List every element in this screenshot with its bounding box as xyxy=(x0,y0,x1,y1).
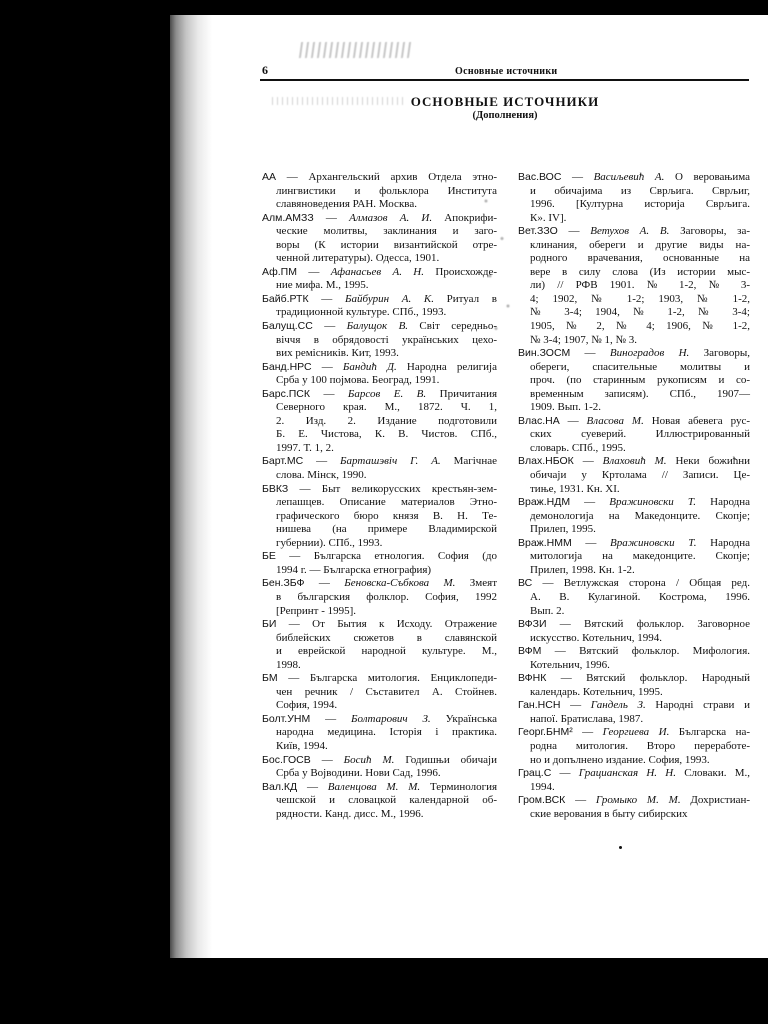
entry-line: Котельнич, 1996. xyxy=(530,658,610,671)
entry-abbreviation: ВФНК xyxy=(518,672,547,685)
entry-author: Болтарович З. xyxy=(350,712,431,725)
entry-line: 1909. Вып. 1-2. xyxy=(530,401,602,414)
entry-author: Вражиновски Т. xyxy=(610,536,697,549)
entry-line: А. В. Кулагиной. Кострома, 1996. xyxy=(530,590,750,603)
entry-author: Вражиновски Т. xyxy=(609,496,697,509)
entry-line xyxy=(262,320,497,334)
entry-line: 1996. [Културна историја Сврљига. xyxy=(530,198,750,211)
bibliography-entry xyxy=(518,672,750,699)
entry-dash: — xyxy=(572,171,583,183)
entry-text: Неки божићни xyxy=(675,455,751,468)
entry-text: Българска митология. Енциклопеди- xyxy=(309,672,498,685)
entry-author: Власова М. xyxy=(586,414,644,427)
entry-text: Словаки. М., xyxy=(684,767,750,780)
entry-line: календарь. Котельнич, 1995. xyxy=(530,685,663,698)
entry-line xyxy=(262,550,497,564)
entry-line xyxy=(262,171,497,185)
entry-abbreviation: Гром.ВСК xyxy=(518,794,566,807)
entry-line: и еврейской народной культуре. М., xyxy=(276,645,497,658)
entry-text: Происхожде- xyxy=(435,265,498,278)
entry-author: Громыко М. М. xyxy=(595,794,681,807)
entry-abbreviation: Барт.МС xyxy=(262,455,304,468)
entry-line xyxy=(262,293,497,307)
entry-author: Балущок В. xyxy=(346,320,409,333)
entry-line: графического бюро князя В. Н. Те- xyxy=(276,509,497,522)
entry-text: Годишњи обичаји xyxy=(405,753,498,766)
entry-dash: — xyxy=(316,455,328,468)
entry-line: проч. (по старинным рукописям и со- xyxy=(530,374,750,387)
entry-abbreviation: Враж.НДМ xyxy=(518,496,571,509)
entry-line xyxy=(518,726,750,740)
entry-author: Виноградов Н. xyxy=(609,347,690,360)
entry-dash: — xyxy=(575,794,587,807)
entry-abbreviation: Вет.ЗЗО xyxy=(518,225,558,238)
entry-line: віччя в обрядовості українських цехо- xyxy=(276,333,497,346)
entry-author: Георгиева И. xyxy=(602,726,670,739)
entry-dash: — xyxy=(567,414,579,427)
entry-line: славяноведения РАН. Москва. xyxy=(276,198,417,211)
entry-line xyxy=(262,361,497,375)
entry-text: Світ середньо- xyxy=(419,320,497,333)
entry-author: Барсов Е. В. xyxy=(347,387,427,400)
entry-dash: — xyxy=(542,577,554,590)
entry-line: чешской и словацкой календарной об- xyxy=(276,794,497,807)
entry-abbreviation: Ган.НСН xyxy=(518,699,561,712)
entry-line xyxy=(262,388,497,402)
entry-line: 4; 1902, № 1-2; 1903, № 1-2, xyxy=(530,292,750,305)
entry-line: традиционной культуре. СПб., 1993. xyxy=(276,306,447,319)
entry-line xyxy=(518,577,750,591)
bibliography-entry xyxy=(262,293,497,320)
entry-text: Новая абевега рус- xyxy=(651,414,750,427)
entry-text: О веровањима xyxy=(674,171,751,183)
entry-line xyxy=(518,171,750,185)
entry-dash: — xyxy=(582,726,594,739)
bibliography-entry xyxy=(518,794,750,821)
entry-abbreviation: Вал.КД xyxy=(262,780,298,793)
entry-abbreviation: Банд.НРС xyxy=(262,360,312,373)
entry-line: К». IV]. xyxy=(530,211,567,224)
entry-line: [Репринт - 1995]. xyxy=(276,604,357,617)
entry-line xyxy=(262,713,497,727)
entry-line: напої. Братислава, 1987. xyxy=(530,712,644,725)
entry-line: слова. Мінск, 1990. xyxy=(276,469,367,482)
entry-line xyxy=(518,699,750,713)
entry-line: и обичајима из Сврљига. Сврљиг, xyxy=(530,184,750,197)
entry-line xyxy=(262,483,497,497)
entry-line: София, 1994. xyxy=(276,699,338,712)
entry-line: губернии). СПб., 1993. xyxy=(276,536,383,549)
entry-abbreviation: Алм.АМЗЗ xyxy=(262,211,314,224)
entry-dash: — xyxy=(560,672,572,685)
bibliography-entry xyxy=(262,483,497,551)
bibliography-entry xyxy=(518,767,750,794)
entry-abbreviation: БВКЗ xyxy=(262,482,289,495)
bibliography-entry xyxy=(518,347,750,415)
entry-line: но и допълнено издание. София, 1993. xyxy=(530,753,710,766)
entry-abbreviation: Балущ.СС xyxy=(262,320,313,333)
entry-author: Гандель З. xyxy=(590,699,646,712)
entry-author: Босић М. xyxy=(343,753,395,766)
entry-line: Прилеп, 1995. xyxy=(530,523,596,536)
entry-text: Българска етнология. София (до xyxy=(313,550,497,563)
entry-text: Магічнае xyxy=(453,455,497,468)
entry-dash: — xyxy=(325,211,337,224)
bibliography-entry xyxy=(262,550,497,577)
entry-line: ческие молитвы, заклинания и заго- xyxy=(276,225,497,238)
entry-dash: — xyxy=(559,767,571,780)
entry-abbreviation: Барс.ПСК xyxy=(262,387,310,400)
entry-text: Народна xyxy=(710,536,751,549)
entry-dash: — xyxy=(584,347,596,360)
entry-dash: — xyxy=(288,618,300,631)
bibliography-entry xyxy=(518,225,750,347)
entry-line: Срба у Војводини. Нови Сад, 1996. xyxy=(276,767,441,780)
page-number: 6 xyxy=(262,63,268,77)
bibliography-entry xyxy=(262,212,497,266)
entry-dash: — xyxy=(318,577,330,590)
entry-line: ские верования в быту сибирских xyxy=(530,807,688,820)
bibliography-entry xyxy=(518,577,750,618)
entry-line: обереги, спасительные молитвы и xyxy=(530,360,750,373)
entry-line xyxy=(518,225,750,239)
entry-dash: — xyxy=(321,753,333,766)
bibliography-entry xyxy=(262,455,497,482)
entry-text: Народна религија xyxy=(406,360,497,373)
scan-speck xyxy=(619,846,622,849)
entry-line: лингвистики и фольклора Института xyxy=(276,184,497,197)
entry-author: Алмазов А. И. xyxy=(349,211,433,224)
bibliography-entry xyxy=(518,645,750,672)
entry-line xyxy=(262,781,497,795)
entry-line xyxy=(518,645,750,659)
bibliography-entry xyxy=(262,320,497,361)
entry-line: 1997. Т. 1, 2. xyxy=(276,441,334,454)
entry-line: ли) // РФВ 1901. № 1-2, № 3- xyxy=(530,279,750,292)
entry-line: демонологија на Македонците. Скопје; xyxy=(530,509,750,522)
entry-text: Ветлужская сторона / Общая ред. xyxy=(563,577,751,590)
entry-line: тиње, 1931. Кн. XI. xyxy=(530,482,620,495)
entry-line: № 3-4; 1907, № 1, № 3. xyxy=(530,333,637,346)
entry-line: 1994. xyxy=(530,780,555,793)
entry-line xyxy=(262,577,497,591)
entry-abbreviation: Влах.НБОК xyxy=(518,455,574,468)
entry-dash: — xyxy=(324,320,336,333)
entry-dash: — xyxy=(321,292,333,305)
entry-line xyxy=(518,415,750,429)
entry-dash: — xyxy=(554,645,566,658)
entry-line: 2. Изд. 2. Издание подготовили xyxy=(276,414,497,427)
entry-line: ченной литературы). Одесса, 1901. xyxy=(276,252,440,265)
bibliography-entry xyxy=(518,415,750,456)
entry-line xyxy=(262,266,497,280)
bibliography-entry xyxy=(262,713,497,754)
entry-dash: — xyxy=(306,780,318,793)
column-left xyxy=(262,171,497,821)
entry-dash: — xyxy=(582,455,594,468)
entry-text: Народні страви и xyxy=(655,699,750,712)
entry-line xyxy=(262,618,497,632)
entry-line xyxy=(518,794,750,808)
entry-abbreviation: Враж.НММ xyxy=(518,536,572,549)
running-head: Основные источники xyxy=(455,66,558,77)
entry-line: Київ, 1994. xyxy=(276,739,328,752)
header-rule xyxy=(260,79,749,81)
entry-text: Вятский фольклор. Народный xyxy=(586,672,751,685)
entry-author: Ветухов А. В. xyxy=(590,225,670,238)
entry-line: № 3-4; 1904, № 1-2, № 3-4; xyxy=(530,306,750,319)
entry-text: От Бытия к Исходу. Отражение xyxy=(312,618,497,631)
entry-text: Українська xyxy=(445,712,498,725)
bibliography-entry xyxy=(262,781,497,822)
entry-line: родного врачевания, основанные на xyxy=(530,252,750,265)
bibliography-entry xyxy=(518,171,750,225)
bibliography-entry xyxy=(262,361,497,388)
entry-abbreviation: ВФЗИ xyxy=(518,618,547,631)
entry-line xyxy=(518,672,750,686)
entry-abbreviation: Аф.ПМ xyxy=(262,265,297,278)
bibliography-entry xyxy=(518,699,750,726)
bibliography-entry xyxy=(518,726,750,767)
entry-abbreviation: Бен.ЗБФ xyxy=(262,577,305,590)
entry-abbreviation: Грац.С xyxy=(518,767,552,780)
entry-dash: — xyxy=(585,536,597,549)
entry-line: Северного края. М., 1872. Ч. 1, xyxy=(276,401,497,414)
entry-line: митологија на македонците. Скопје; xyxy=(530,550,750,563)
bibliography-entry xyxy=(518,537,750,578)
entry-dash: — xyxy=(323,387,335,400)
entry-abbreviation: ВС xyxy=(518,577,533,590)
entry-text: Змеят xyxy=(469,577,498,590)
entry-line: обичаји у Кртолама // Записи. Це- xyxy=(530,469,750,482)
bibliography-entry xyxy=(262,171,497,212)
entry-author: Байбурин А. К. xyxy=(344,292,434,305)
bibliography-entry xyxy=(262,672,497,713)
entry-line: в българския фолклор. София, 1992 xyxy=(276,590,497,603)
entry-dash: — xyxy=(299,482,311,495)
entry-line: Срба у 100 појмова. Београд, 1991. xyxy=(276,374,440,387)
entry-abbreviation: БМ xyxy=(262,672,278,685)
entry-author: Бандић Д. xyxy=(342,360,397,373)
section-title: ОСНОВНЫЕ ИСТОЧНИКИ xyxy=(410,94,600,109)
bibliography-entry xyxy=(262,754,497,781)
entry-dash: — xyxy=(325,712,337,725)
entry-line: 1998. xyxy=(276,658,301,671)
entry-line: народна медицина. Історія і практика. xyxy=(276,726,497,739)
entry-dash: — xyxy=(568,225,580,238)
entry-dash: — xyxy=(288,672,300,685)
entry-author: Грацианская Н. Н. xyxy=(578,767,676,780)
bibliography-entry xyxy=(518,618,750,645)
entry-line: лепашцев. Описание материалов Этно- xyxy=(276,496,497,509)
entry-text: Вятский фольклор. Заговорное xyxy=(584,618,751,631)
entry-author: Барташэвіч Г. А. xyxy=(340,455,441,468)
entry-abbreviation: Вин.ЗОСМ xyxy=(518,347,571,360)
entry-abbreviation: Георг.БНМ² xyxy=(518,726,573,739)
entry-line: искусство. Котельнич, 1994. xyxy=(530,631,663,644)
entry-text: Терминология xyxy=(429,780,498,793)
entry-line: 1905, № 2, № 4; 1906, № 1-2, xyxy=(530,320,750,333)
entry-line: словарь. СПб., 1995. xyxy=(530,441,626,454)
entry-text: Причитания xyxy=(439,387,498,400)
entry-author: Беновска-Събкова М. xyxy=(344,577,456,590)
bibliography-entry xyxy=(262,266,497,293)
entry-text: Народна xyxy=(710,496,751,509)
entry-line: вере в силу слова (Из истории мыс- xyxy=(530,265,750,278)
entry-text: Дохристиан- xyxy=(690,794,751,807)
entry-abbreviation: АА xyxy=(262,171,277,183)
entry-dash: — xyxy=(584,496,596,509)
entry-text: Апокрифи- xyxy=(444,211,498,224)
entry-dash: — xyxy=(570,699,582,712)
entry-dash: — xyxy=(308,265,320,278)
entry-line: клинания, обереги и другие виды на- xyxy=(530,238,750,251)
entry-line xyxy=(518,496,750,510)
entry-line xyxy=(262,754,497,768)
entry-line: воры (К истории византийской отре- xyxy=(276,238,497,251)
entry-text: Българска на- xyxy=(678,726,751,739)
entry-line xyxy=(262,455,497,469)
entry-dash: — xyxy=(289,550,301,563)
entry-line: ских суеверий. Иллюстрированный xyxy=(530,428,750,441)
entry-abbreviation: Вас.ВОС xyxy=(518,171,562,183)
entry-abbreviation: Байб.РТК xyxy=(262,292,309,305)
entry-line xyxy=(262,212,497,226)
entry-text: Ритуал в xyxy=(446,292,497,305)
entry-line xyxy=(518,537,750,551)
entry-line: рядности. Канд. дисс. М., 1996. xyxy=(276,807,424,820)
entry-text: Заговоры, xyxy=(703,347,751,360)
entry-line: вих ремісників. Кит, 1993. xyxy=(276,347,399,360)
bibliography-entry xyxy=(518,496,750,537)
entry-abbreviation: Влас.НА xyxy=(518,414,560,427)
entry-author: Васиљевић А. xyxy=(593,171,665,183)
entry-line: чен речник / Съставител А. Стойнев. xyxy=(276,685,497,698)
entry-abbreviation: БИ xyxy=(262,618,277,631)
bibliography-entry xyxy=(518,455,750,496)
entry-line: ние мифа. М., 1995. xyxy=(276,279,369,292)
entry-line: нишева (на примере Владимирской xyxy=(276,523,497,536)
entry-dash: — xyxy=(559,618,571,631)
entry-author: Афанасьев А. Н. xyxy=(330,265,425,278)
entry-line xyxy=(518,347,750,361)
bibliography-entry xyxy=(262,388,497,456)
entry-line xyxy=(518,767,750,781)
scan-noise xyxy=(299,42,413,58)
entry-dash: — xyxy=(286,171,298,183)
entry-line: Вып. 2. xyxy=(530,604,565,617)
entry-line xyxy=(518,618,750,632)
entry-text: Заговоры, за- xyxy=(680,225,751,238)
entry-line xyxy=(262,672,497,686)
bibliography-entry xyxy=(262,618,497,672)
entry-author: Влаховић М. xyxy=(602,455,667,468)
entry-text: Быт великорусских крестьян-зем- xyxy=(321,482,498,495)
entry-text: Вятский фольклор. Мифология. xyxy=(579,645,751,658)
entry-line: временным записям). СПб., 1907— xyxy=(530,387,750,400)
bibliography-entry xyxy=(262,577,497,618)
entry-text: Архангельский архив Отдела этно- xyxy=(308,171,497,183)
entry-line: родна митология. Второ переработе- xyxy=(530,739,750,752)
entry-dash: — xyxy=(321,360,333,373)
entry-author: Валенцова М. М. xyxy=(327,780,421,793)
entry-line: Б. Е. Чистова, К. В. Чистов. СПб., xyxy=(276,428,497,441)
entry-abbreviation: Болт.УНМ xyxy=(262,712,311,725)
entry-abbreviation: БЕ xyxy=(262,550,276,563)
entry-line: Прилеп, 1998. Кн. 1-2. xyxy=(530,563,635,576)
section-subtitle: (Дополнения) xyxy=(472,110,538,121)
entry-line xyxy=(518,455,750,469)
entry-line: библейских сюжетов в славянской xyxy=(276,631,497,644)
entry-line: 1994 г. — Българска етнография) xyxy=(276,563,432,576)
entry-abbreviation: ВФМ xyxy=(518,645,542,658)
column-right xyxy=(518,171,750,821)
entry-abbreviation: Бос.ГОСВ xyxy=(262,753,311,766)
